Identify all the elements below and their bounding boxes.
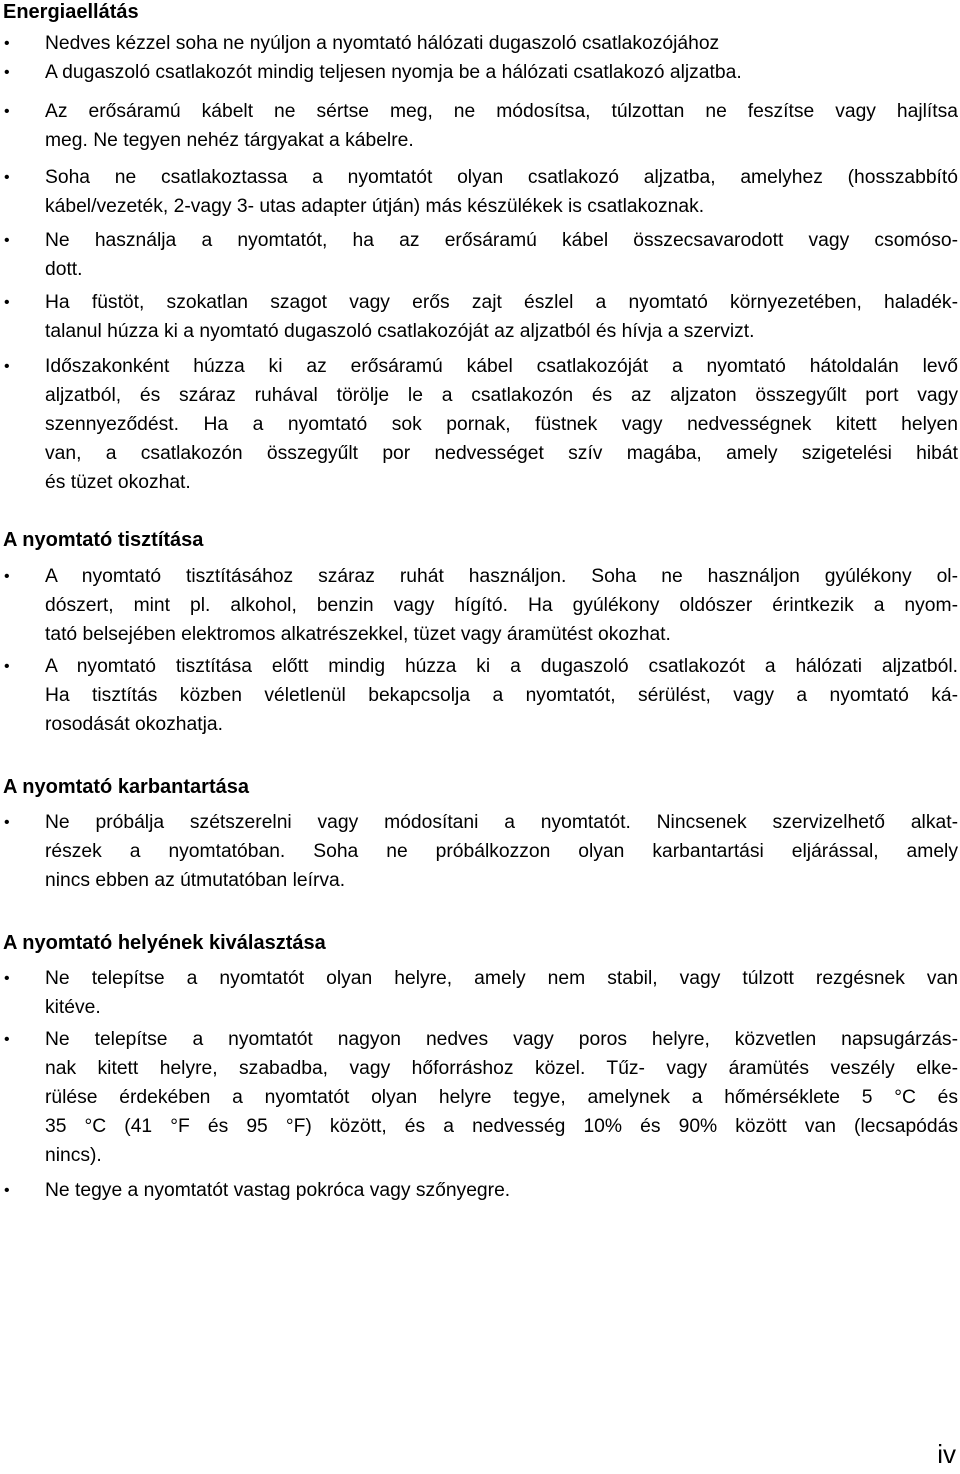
list-item-text: talanul húzza ki a nyomtató dugaszoló csatlakozóját az aljzatból és hívja a szervizt. bbox=[45, 321, 755, 342]
list-item-text: kitéve. bbox=[45, 997, 101, 1018]
list-item-text: Ne használja a nyomtatót, ha az erősáramú kábel összecsavarodott vagy csomóso- bbox=[45, 230, 958, 251]
list-item-text: Ne telepítse a nyomtatót olyan helyre, amely nem stabil, vagy túlzott rezgésnek van bbox=[45, 968, 958, 989]
bullet-icon: • bbox=[4, 970, 10, 987]
list-item-text: Az erősáramú kábelt ne sértse meg, ne módosítsa, túlzottan ne feszítse vagy hajlítsa bbox=[45, 101, 958, 122]
list-item-text: nincs ebben az útmutatóban leírva. bbox=[45, 870, 346, 891]
list-item-text: tató belsejében elektromos alkatrészekkel, tüzet vagy áramütést okozhat. bbox=[45, 624, 671, 645]
section-heading-maintenance: A nyomtató karbantartása bbox=[3, 776, 249, 798]
list-item-text: részek a nyomtatóban. Soha ne próbálkozzon olyan karbantartási eljárással, amely bbox=[45, 841, 958, 862]
list-item-text: A nyomtató tisztításához száraz ruhát használjon. Soha ne használjon gyúlékony ol- bbox=[45, 566, 958, 587]
list-item-text: Ne próbálja szétszerelni vagy módosítani a nyomtatót. Nincsenek szervizelhető alkat- bbox=[45, 812, 958, 833]
list-item-text: meg. Ne tegyen nehéz tárgyakat a kábelre. bbox=[45, 130, 414, 151]
list-item-text: van, a csatlakozón összegyűlt por nedvességet szív magába, amely szigetelési hibát bbox=[45, 443, 958, 464]
list-item-text: Ne telepítse a nyomtatót nagyon nedves vagy poros helyre, közvetlen napsugárzás- bbox=[45, 1029, 958, 1050]
list-item-text: nak kitett helyre, szabadba, vagy hőforráshoz közel. Tűz- vagy áramütés veszély elke- bbox=[45, 1058, 958, 1079]
list-item-text: Nedves kézzel soha ne nyúljon a nyomtató hálózati dugaszoló csatlakozójához bbox=[45, 33, 720, 54]
list-item-text: A nyomtató tisztítása előtt mindig húzza ki a dugaszoló csatlakozót a hálózati aljzatból. bbox=[45, 656, 958, 677]
bullet-icon: • bbox=[4, 294, 10, 311]
bullet-icon: • bbox=[4, 358, 10, 375]
bullet-icon: • bbox=[4, 64, 10, 81]
list-item-text: Soha ne csatlakoztassa a nyomtatót olyan csatlakozó aljzatba, amelyhez (hosszabbító bbox=[45, 167, 958, 188]
page-number: iv bbox=[937, 1439, 956, 1469]
list-item-text: Ha tisztítás közben véletlenül bekapcsolja a nyomtatót, sérülést, vagy a nyomtató ká- bbox=[45, 685, 958, 706]
bullet-icon: • bbox=[4, 658, 10, 675]
list-item-text: és tüzet okozhat. bbox=[45, 472, 191, 493]
list-item-text: A dugaszoló csatlakozót mindig teljesen nyomja be a hálózati csatlakozó aljzatba. bbox=[45, 62, 742, 83]
bullet-icon: • bbox=[4, 1031, 10, 1048]
bullet-icon: • bbox=[4, 1182, 10, 1199]
section-heading-cleaning: A nyomtató tisztítása bbox=[3, 529, 204, 551]
bullet-icon: • bbox=[4, 103, 10, 120]
bullet-icon: • bbox=[4, 814, 10, 831]
list-item-text: dott. bbox=[45, 259, 83, 280]
section-heading-power: Energiaellátás bbox=[3, 1, 139, 23]
bullet-icon: • bbox=[4, 169, 10, 186]
list-item-text: nincs). bbox=[45, 1145, 102, 1166]
list-item-text: Időszakonként húzza ki az erősáramú kábel csatlakozóját a nyomtató hátoldalán levő bbox=[45, 356, 958, 377]
list-item-text: kábel/vezeték, 2-vagy 3- utas adapter útján) más készülékek is csatlakoznak. bbox=[45, 196, 705, 217]
bullet-icon: • bbox=[4, 232, 10, 249]
list-item-text: aljzatból, és száraz ruhával törölje le a csatlakozón és az aljzaton összegyűlt port vagy bbox=[45, 385, 958, 406]
bullet-icon: • bbox=[4, 35, 10, 52]
list-item-text: rosodását okozhatja. bbox=[45, 714, 223, 735]
bullet-icon: • bbox=[4, 568, 10, 585]
section-heading-location: A nyomtató helyének kiválasztása bbox=[3, 932, 326, 954]
list-item-text: szennyeződést. Ha a nyomtató sok pornak, füstnek vagy nedvességnek kitett helyen bbox=[45, 414, 958, 435]
list-item-text: dószert, mint pl. alkohol, benzin vagy hígító. Ha gyúlékony oldószer érintkezik a nyom- bbox=[45, 595, 958, 616]
list-item-text: Ne tegye a nyomtatót vastag pokróca vagy szőnyegre. bbox=[45, 1180, 511, 1201]
list-item-text: Ha füstöt, szokatlan szagot vagy erős zajt észlel a nyomtató környezetében, haladék- bbox=[45, 292, 958, 313]
list-item-text: rülése érdekében a nyomtatót olyan helyre tegye, amelynek a hőmérséklete 5 °C és bbox=[45, 1087, 958, 1108]
list-item-text: 35 °C (41 °F és 95 °F) között, és a nedvesség 10% és 90% között van (lecsapódás bbox=[45, 1116, 958, 1137]
